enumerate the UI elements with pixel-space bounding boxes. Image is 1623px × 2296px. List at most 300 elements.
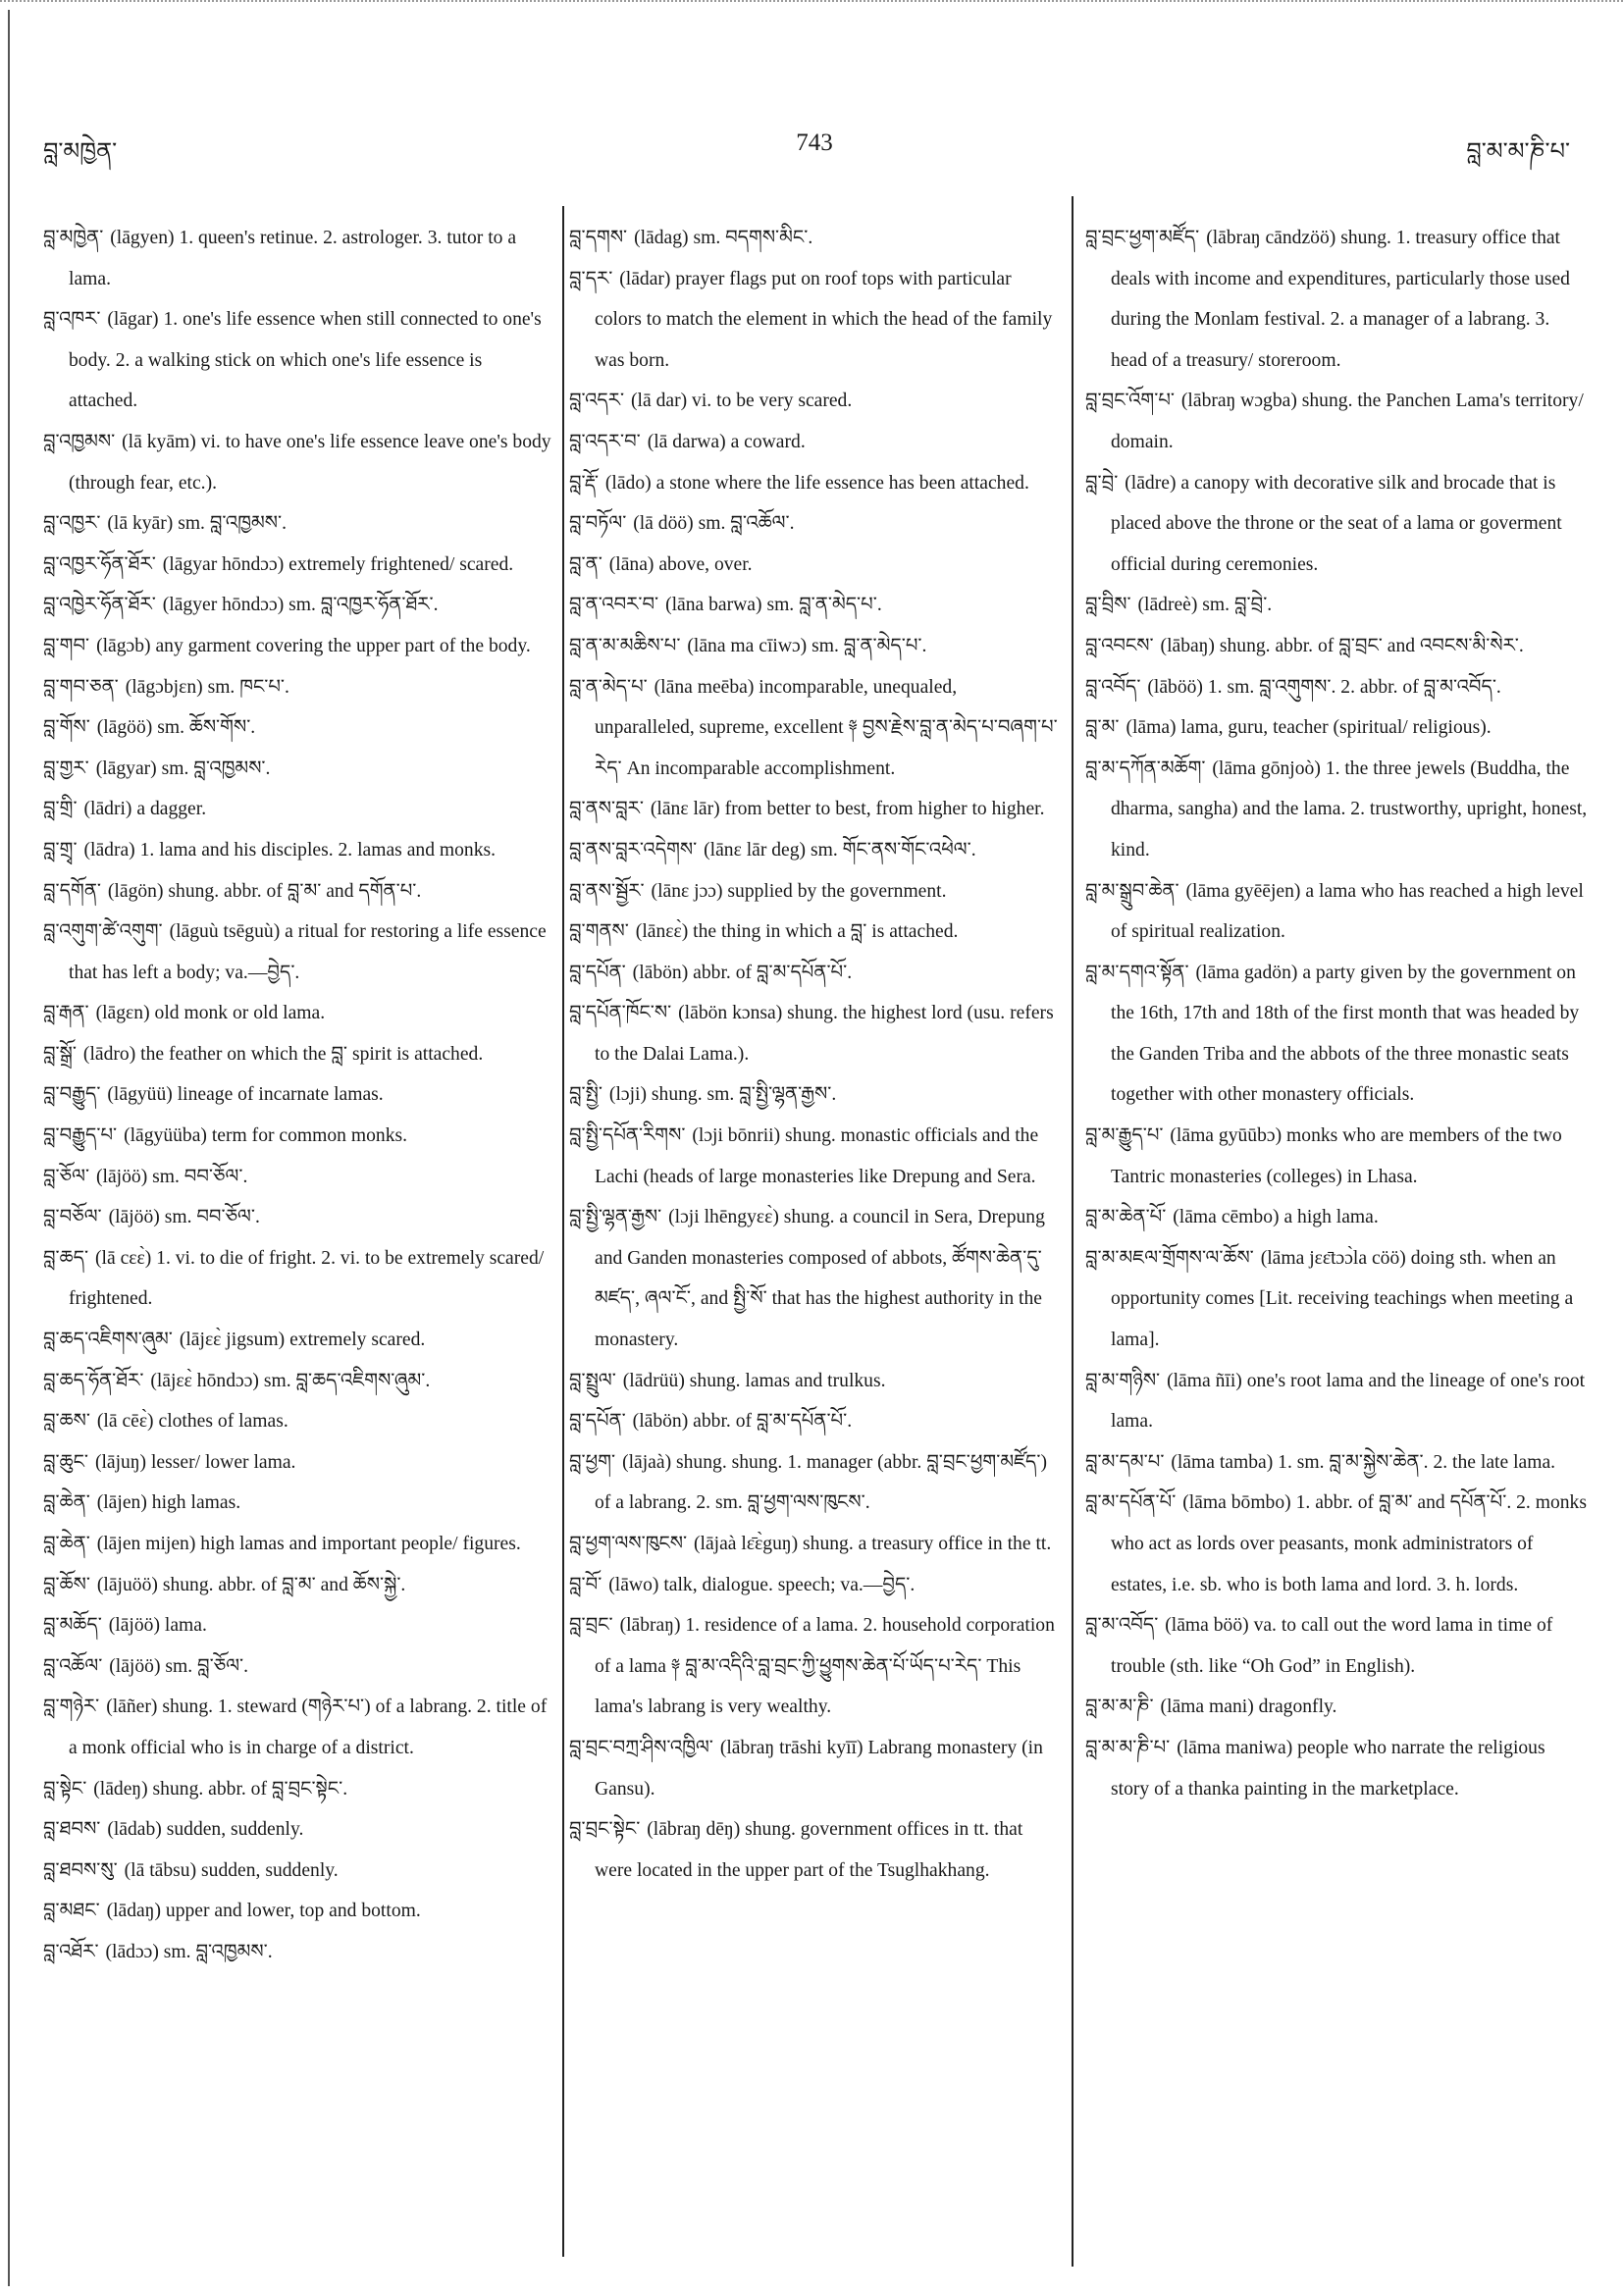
entry-definition: shung. a treasury office in the tt. bbox=[803, 1534, 1052, 1554]
entry-transliteration: (lāma cēmbo) bbox=[1173, 1207, 1280, 1228]
entry-headword: བླ་དགོན་ bbox=[43, 880, 101, 902]
entry-definition: sm. བླ་འཁྱམས་. bbox=[161, 757, 271, 779]
entry-transliteration: (lāgɛn) bbox=[95, 1003, 150, 1024]
entry-headword: བླ་འཁྱར་ bbox=[43, 513, 101, 535]
dictionary-entry bbox=[569, 422, 1060, 463]
entry-definition: 1. residence of a lama. 2. household corporation of a lama ༈ བླ་མ་འདིའི་བླ་བྲང་ཀྱི་ཕྱུགས་ཆེན་པོ་ཡོད་པ་རེད་ This lama's labrang is very wealthy. bbox=[595, 1615, 1055, 1718]
entry-headword: བླ་བཅོལ་ bbox=[43, 1207, 102, 1228]
entry-transliteration: (lādreè) bbox=[1137, 595, 1198, 616]
entry-headword: བླ་དཔོན་ bbox=[569, 962, 626, 983]
entry-transliteration: (lāgar) bbox=[107, 309, 159, 331]
entry-headword: བླ་དར་ bbox=[569, 268, 613, 289]
dictionary-entry bbox=[43, 503, 553, 545]
entry-transliteration: (lāgyar) bbox=[95, 757, 157, 779]
entry-transliteration: (lājɛɛ̀ hōndɔɔ) bbox=[150, 1370, 259, 1391]
entry-headword: བླ་བྲང་བཀྲ་ཤིས་འཁྱིལ་ bbox=[569, 1737, 713, 1758]
dictionary-entry bbox=[1085, 1116, 1588, 1197]
entry-definition: vi. to have one's life essence leave one's body (through fear, etc.). bbox=[69, 431, 551, 494]
entry-headword: བླ་ཕྱག་ལས་ཁུངས་ bbox=[569, 1534, 688, 1554]
dictionary-entry bbox=[1085, 749, 1588, 871]
dictionary-entry bbox=[1085, 953, 1588, 1116]
entry-transliteration: (lānɛ jɔɔ) bbox=[651, 880, 723, 902]
entry-headword: བླ་འབངས་ bbox=[1085, 635, 1154, 656]
dictionary-entry bbox=[1085, 707, 1588, 749]
dictionary-entry bbox=[569, 1197, 1060, 1360]
entry-definition: extremely scared. bbox=[289, 1330, 426, 1351]
entry-definition: sm. བླ་ན་མེད་པ་. bbox=[812, 635, 927, 656]
entry-transliteration: (lānɛ lār) bbox=[650, 799, 720, 820]
entry-headword: བླ་གྱར་ bbox=[43, 757, 89, 779]
entry-definition: a lama who has reached a high level of spiritual realization. bbox=[1111, 880, 1584, 943]
dictionary-entry bbox=[1085, 1728, 1588, 1809]
entry-transliteration: (lāma) bbox=[1126, 717, 1177, 739]
dictionary-entry bbox=[569, 463, 1060, 504]
entry-transliteration: (lāma jɛɛ̄tɔɔ̀la cöö) bbox=[1260, 1247, 1406, 1269]
entry-headword: བླ་སྤྲུལ་ bbox=[569, 1370, 616, 1391]
entry-transliteration: (lāma maniwa) bbox=[1177, 1737, 1293, 1758]
dictionary-entry bbox=[1085, 381, 1588, 462]
entry-headword: བླ་བྲང་སྟེང་ bbox=[569, 1819, 641, 1841]
dictionary-entry bbox=[43, 1116, 553, 1157]
entry-transliteration: (lābraŋ trāshi kyīī) bbox=[719, 1737, 864, 1758]
entry-headword: བླ་གཉེར་ bbox=[43, 1696, 100, 1718]
entry-headword: བླ་མ་དཀོན་མཆོག་ bbox=[1085, 757, 1206, 779]
running-header-left: བླ་མཁྱེན་ bbox=[43, 139, 118, 165]
entry-definition: a dagger. bbox=[136, 799, 207, 820]
entry-definition: abbr. of བླ་མ་དཔོན་པོ་. bbox=[693, 1411, 853, 1433]
entry-definition: from better to best, from higher to higher. bbox=[724, 799, 1045, 820]
entry-definition: the thing in which a བླ་ is attached. bbox=[693, 921, 959, 943]
entry-definition: clothes of lamas. bbox=[158, 1411, 288, 1433]
entry-transliteration: (lāgön) bbox=[107, 880, 164, 902]
entry-transliteration: (lāna meēba) bbox=[654, 676, 755, 698]
entry-definition: term for common monks. bbox=[211, 1125, 408, 1147]
entry-transliteration: (lādre) bbox=[1125, 472, 1177, 494]
entry-definition: a coward. bbox=[730, 431, 806, 452]
entry-transliteration: (lājöö) bbox=[108, 1207, 160, 1228]
entry-transliteration: (lādrüü) bbox=[622, 1370, 685, 1391]
entry-definition: shung. sm. བླ་སྤྱི་ལྷན་རྒྱས་. bbox=[651, 1084, 837, 1106]
dictionary-entry bbox=[43, 422, 553, 503]
dictionary-entry bbox=[43, 749, 553, 790]
entry-definition: sm. བླ་འཆོལ་. bbox=[698, 513, 795, 535]
entry-transliteration: (lāma gyūūbɔ) bbox=[1170, 1125, 1283, 1147]
entry-transliteration: (lānɛ lār deg) bbox=[704, 839, 807, 861]
dictionary-entry bbox=[1085, 585, 1588, 626]
entry-definition: 1. sm. བླ་མ་སྐྱེས་ཆེན་. 2. the late lama. bbox=[1278, 1451, 1556, 1473]
entry-headword: བླ་མཁྱེན་ bbox=[43, 228, 104, 248]
entry-headword: བླ་བརྒྱུད་ bbox=[43, 1084, 101, 1106]
dictionary-entry bbox=[569, 259, 1060, 382]
entry-transliteration: (lābraŋ cāndzöö) bbox=[1206, 228, 1336, 248]
entry-headword: བླ་མ་རྒྱུད་པ་ bbox=[1085, 1125, 1164, 1147]
entry-definition: sudden, suddenly. bbox=[201, 1859, 339, 1881]
entry-transliteration: (lāma mani) bbox=[1160, 1696, 1254, 1718]
entry-transliteration: (lāgyer hōndɔɔ) bbox=[162, 595, 285, 616]
entry-transliteration: (lādɔɔ) bbox=[105, 1941, 159, 1962]
entry-transliteration: (lādro) bbox=[82, 1043, 136, 1065]
entry-headword: བླ་ཆོས་ bbox=[43, 1574, 90, 1595]
entry-definition: doing sth. when an opportunity comes [Lit. receiving teachings when meeting a lama]. bbox=[1111, 1247, 1574, 1351]
dictionary-entry bbox=[1085, 218, 1588, 381]
entry-transliteration: (lāma gyēējen) bbox=[1185, 880, 1301, 902]
dictionary-entry bbox=[43, 585, 553, 626]
entry-transliteration: (lā cɛɛ̀) bbox=[95, 1247, 152, 1269]
entry-definition: sm. བླ་ཅོལ་. bbox=[165, 1655, 249, 1677]
dictionary-entry bbox=[569, 545, 1060, 586]
entry-headword: བླ་འགུག་ཚེ་འགུག་ bbox=[43, 921, 163, 943]
entry-headword: བླ་ཐབས་ bbox=[43, 1819, 101, 1841]
entry-transliteration: (lānɛɛ̀) bbox=[635, 921, 689, 943]
dictionary-entry bbox=[569, 381, 1060, 422]
entry-headword: བླ་ཆེན་ bbox=[43, 1534, 90, 1554]
dictionary-entry bbox=[43, 1320, 553, 1361]
entry-definition: shung. shung. 1. manager (abbr. བླ་བྲང་ཕྱག་མཛོད་) of a labrang. 2. sm. བླ་ཕྱག་ལས་ཁུངས་. bbox=[595, 1451, 1048, 1514]
entry-definition: high lamas. bbox=[151, 1492, 241, 1514]
dictionary-entry bbox=[1085, 1605, 1588, 1687]
dictionary-column-3 bbox=[1085, 218, 1588, 1809]
dictionary-entry bbox=[43, 667, 553, 708]
dictionary-entry bbox=[43, 1646, 553, 1688]
entry-headword: བླ་ན་མ་མཆིས་པ་ bbox=[569, 635, 681, 656]
entry-headword: བླ་ན་ bbox=[569, 553, 602, 575]
entry-definition: sm. ཆོས་གོས་. bbox=[157, 717, 256, 739]
entry-definition: shung. government offices in tt. that were located in the upper part of the Tsuglhakhang. bbox=[595, 1819, 1023, 1881]
entry-definition: shung. abbr. of བླ་བྲང་སྟེང་. bbox=[152, 1778, 348, 1800]
dictionary-entry bbox=[569, 667, 1060, 790]
entry-definition: shung. the highest lord (usu. refers to the Dalai Lama.). bbox=[595, 1003, 1054, 1065]
dictionary-entry bbox=[569, 1565, 1060, 1606]
entry-definition: vi. to be very scared. bbox=[692, 391, 853, 412]
entry-transliteration: (lābön kɔnsa) bbox=[678, 1003, 783, 1024]
running-header-right: བླ་མ་མ་ཎི་པ་ bbox=[1466, 139, 1570, 165]
dictionary-entry bbox=[43, 218, 553, 299]
entry-headword: བླ་ཆུང་ bbox=[43, 1451, 89, 1473]
dictionary-entry bbox=[43, 1157, 553, 1198]
entry-transliteration: (lādag) bbox=[634, 228, 689, 248]
entry-headword: བླ་བྲིས་ bbox=[1085, 595, 1131, 616]
entry-definition: sm. བབ་ཅོལ་. bbox=[152, 1166, 248, 1187]
dictionary-entry bbox=[569, 585, 1060, 626]
entry-headword: བླ་འདར་བ་ bbox=[569, 431, 641, 452]
entry-transliteration: (lāwo) bbox=[608, 1574, 659, 1595]
entry-headword: བླ་འཆོལ་ bbox=[43, 1655, 103, 1677]
entry-transliteration: (lājaà lɛ̄ɛ̀guŋ) bbox=[694, 1534, 799, 1554]
dictionary-entry bbox=[43, 1932, 553, 1973]
entry-headword: བླ་གནས་ bbox=[569, 921, 629, 943]
entry-headword: བླ་ཆས་ bbox=[43, 1411, 90, 1433]
entry-headword: བླ་ཆད་འཇིགས་ཞུམ་ bbox=[43, 1330, 173, 1351]
dictionary-entry bbox=[43, 707, 553, 749]
entry-headword: བླ་མཐང་ bbox=[43, 1901, 100, 1922]
entry-headword: བླ་བརྒྱུད་པ་ bbox=[43, 1125, 118, 1147]
dictionary-entry bbox=[569, 1524, 1060, 1565]
entry-headword: བླ་སྤྱི་དཔོན་རིགས་ bbox=[569, 1125, 686, 1147]
entry-headword: བླ་མ་ bbox=[1085, 717, 1120, 739]
entry-transliteration: (lājen) bbox=[96, 1492, 147, 1514]
entry-headword: བླ་བཏོལ་ bbox=[569, 513, 627, 535]
entry-transliteration: (lāma tamba) bbox=[1171, 1451, 1274, 1473]
entry-definition: shung. lamas and trulkus. bbox=[689, 1370, 886, 1391]
entry-headword: བླ་སྤྱི་ལྷན་རྒྱས་ bbox=[569, 1207, 662, 1228]
entry-transliteration: (lāböö) bbox=[1147, 676, 1203, 698]
dictionary-entry bbox=[1085, 1442, 1588, 1484]
dictionary-entry bbox=[1085, 1687, 1588, 1728]
entry-transliteration: (lā dar) bbox=[631, 391, 688, 412]
dictionary-entry bbox=[1085, 1361, 1588, 1442]
entry-definition: supplied by the government. bbox=[727, 880, 947, 902]
entry-headword: བླ་མ་དམ་པ་ bbox=[1085, 1451, 1165, 1473]
dictionary-entry bbox=[569, 503, 1060, 545]
entry-headword: བླ་མ་མཇལ་གྲོགས་ལ་ཆོས་ bbox=[1085, 1247, 1254, 1269]
entry-definition: sudden, suddenly. bbox=[166, 1819, 304, 1841]
entry-definition: sm. བླ་འཁྱམས་. bbox=[163, 1941, 273, 1962]
entry-definition: talk, dialogue. speech; va.—བྱེད་. bbox=[663, 1574, 916, 1595]
entry-headword: བླ་མ་མ་ཎི་པ་ bbox=[1085, 1737, 1171, 1758]
dictionary-entry bbox=[43, 1605, 553, 1646]
entry-definition: the feather on which the བླ་ spirit is attached. bbox=[140, 1043, 484, 1065]
entry-transliteration: (lāma gōnjoò) bbox=[1212, 757, 1321, 779]
entry-transliteration: (lābön) bbox=[632, 962, 689, 983]
entry-headword: བླ་དཔོན་ bbox=[569, 1411, 626, 1433]
entry-headword: བླ་སྟེང་ bbox=[43, 1778, 87, 1800]
entry-headword: བླ་ནས་བླར་ bbox=[569, 799, 644, 820]
entry-transliteration: (lāna ma cīiwɔ) bbox=[687, 635, 808, 656]
entry-transliteration: (lāgöö) bbox=[96, 717, 153, 739]
entry-transliteration: (lɔji) bbox=[608, 1084, 647, 1106]
entry-transliteration: (lā kyār) bbox=[107, 513, 174, 535]
entry-transliteration: (lāna barwa) bbox=[665, 595, 762, 616]
entry-transliteration: (lāgyar hōndɔɔ) bbox=[162, 553, 285, 575]
entry-transliteration: (lādri) bbox=[83, 799, 132, 820]
entry-definition: va. to call out the word lama in time of trouble (sth. like “Oh God” in English). bbox=[1111, 1615, 1553, 1677]
dictionary-entry bbox=[43, 1238, 553, 1320]
entry-transliteration: (lābön) bbox=[632, 1411, 689, 1433]
entry-definition: monks who are members of the two Tantric monasteries (colleges) in Lhasa. bbox=[1111, 1125, 1562, 1187]
entry-definition: sm. བླ་བྲེ་. bbox=[1202, 595, 1273, 616]
entry-headword: བླ་མ་དགའ་སྟོན་ bbox=[1085, 962, 1189, 983]
dictionary-entry bbox=[43, 789, 553, 830]
entry-headword: བླ་མ་མ་ཎི་ bbox=[1085, 1696, 1154, 1718]
dictionary-entry bbox=[43, 1565, 553, 1606]
dictionary-entry bbox=[569, 789, 1060, 830]
dictionary-entry bbox=[43, 1074, 553, 1116]
entry-transliteration: (lājöö) bbox=[108, 1615, 160, 1637]
entry-definition: 1. sm. བླ་འགུགས་. 2. abbr. of བླ་མ་འབོད་. bbox=[1207, 676, 1501, 698]
dictionary-entry bbox=[569, 912, 1060, 953]
dictionary-entry bbox=[569, 1442, 1060, 1524]
entry-definition: a canopy with decorative silk and brocade that is placed above the throne or the seat of a lama or goverment official during ceremonies. bbox=[1111, 472, 1562, 575]
entry-transliteration: (lādaŋ) bbox=[106, 1901, 161, 1922]
entry-headword: བླ་གོས་ bbox=[43, 717, 90, 739]
entry-transliteration: (lādeŋ) bbox=[93, 1778, 148, 1800]
entry-headword: བླ་མ་ཆེན་པོ་ bbox=[1085, 1207, 1167, 1228]
entry-headword: བླ་ནས་སྦྱོར་ bbox=[569, 880, 645, 902]
entry-definition: old monk or old lama. bbox=[154, 1003, 326, 1024]
entry-definition: 1. queen's retinue. 2. astrologer. 3. tutor to a lama. bbox=[69, 228, 517, 289]
entry-transliteration: (lādar) bbox=[619, 268, 671, 289]
dictionary-entry bbox=[569, 871, 1060, 913]
entry-definition: extremely frightened/ scared. bbox=[288, 553, 514, 575]
dictionary-entry bbox=[43, 1361, 553, 1402]
dictionary-entry bbox=[43, 299, 553, 422]
entry-headword: བླ་མ་དཔོན་པོ་ bbox=[1085, 1492, 1177, 1514]
entry-headword: བླ་འཁར་ bbox=[43, 309, 101, 331]
entry-transliteration: (lābaŋ) bbox=[1160, 635, 1215, 656]
entry-definition: sm. བདགས་མིང་. bbox=[693, 228, 813, 248]
dictionary-entry bbox=[569, 1605, 1060, 1728]
page-number: 743 bbox=[796, 130, 833, 156]
entry-headword: བླ་རྒན་ bbox=[43, 1003, 89, 1024]
dictionary-entry bbox=[1085, 1483, 1588, 1605]
entry-transliteration: (lɔji lhēngyɛɛ̀) bbox=[668, 1207, 779, 1228]
entry-definition: upper and lower, top and bottom. bbox=[165, 1901, 421, 1922]
entry-transliteration: (lāma gadön) bbox=[1195, 962, 1298, 983]
entry-transliteration: (lāñer) bbox=[106, 1696, 158, 1718]
dictionary-entry bbox=[569, 1728, 1060, 1809]
entry-definition: sm. བབ་ཅོལ་. bbox=[164, 1207, 260, 1228]
entry-headword: བླ་བྲང་ཕྱག་མཛོད་ bbox=[1085, 228, 1200, 248]
entry-headword: བླ་འདར་ bbox=[569, 391, 625, 412]
dictionary-entry bbox=[43, 830, 553, 871]
dictionary-entry bbox=[1085, 871, 1588, 953]
entry-transliteration: (lāma bōmbo) bbox=[1182, 1492, 1291, 1514]
dictionary-entry bbox=[43, 1524, 553, 1565]
dictionary-entry bbox=[569, 626, 1060, 667]
entry-transliteration: (lādo) bbox=[604, 472, 652, 494]
dictionary-entry bbox=[43, 912, 553, 993]
entry-definition: high lamas and important people/ figures. bbox=[200, 1534, 521, 1554]
entry-definition: dragonfly. bbox=[1258, 1696, 1337, 1718]
entry-transliteration: (lādra) bbox=[83, 839, 135, 861]
entry-transliteration: (lābraŋ dēŋ) bbox=[647, 1819, 741, 1841]
entry-definition: incomparable, unequaled, unparalleled, supreme, excellent ༈ བྱས་རྗེས་བླ་ན་མེད་པ་བཞག་པ་རེད་ An incomparable accomplishment. bbox=[595, 676, 1058, 779]
entry-transliteration: (lājɛɛ̀ jigsum) bbox=[179, 1330, 286, 1351]
entry-headword: བླ་ཆེན་ bbox=[43, 1492, 90, 1514]
dictionary-entry bbox=[43, 1483, 553, 1524]
dictionary-entry bbox=[569, 993, 1060, 1074]
dictionary-entry bbox=[43, 626, 553, 667]
entry-headword: བླ་ཕྱག་ bbox=[569, 1451, 616, 1473]
entry-definition: one's root lama and the lineage of one's root lama. bbox=[1111, 1370, 1586, 1433]
entry-headword: བླ་བྲང་ bbox=[569, 1615, 613, 1637]
entry-headword: བླ་འབོད་ bbox=[1085, 676, 1141, 698]
entry-definition: a stone where the life essence has been attached. bbox=[655, 472, 1029, 494]
entry-headword: བླ་འཐོར་ bbox=[43, 1941, 99, 1962]
entry-headword: བླ་གབ་ bbox=[43, 635, 90, 656]
entry-definition: sm. བླ་འཁྱར་ཧོན་ཐོར་. bbox=[288, 595, 439, 616]
entry-headword: བླ་མ་འབོད་ bbox=[1085, 1615, 1159, 1637]
entry-headword: བླ་དཔོན་ཁོང་ས་ bbox=[569, 1003, 672, 1024]
entry-definition: shung. 1. steward (གཉེར་པ་) of a labrang. 2. title of a monk official who is in charge of a district. bbox=[69, 1696, 548, 1758]
entry-headword: བླ་ནས་བླར་འདེགས་ bbox=[569, 839, 698, 861]
entry-transliteration: (lāgɔb) bbox=[96, 635, 151, 656]
entry-headword: བླ་རྡོ་ bbox=[569, 472, 599, 494]
dictionary-column-2 bbox=[569, 218, 1060, 1891]
entry-transliteration: (lāgyüü) bbox=[107, 1084, 173, 1106]
entry-headword: བླ་འཁྱེར་ཧོན་ཐོར་ bbox=[43, 595, 156, 616]
entry-transliteration: (lāma ñīi) bbox=[1167, 1370, 1242, 1391]
dictionary-entry bbox=[569, 1116, 1060, 1197]
entry-headword: བླ་མ་སྒྲུབ་ཆེན་ bbox=[1085, 880, 1179, 902]
entry-definition: lesser/ lower lama. bbox=[150, 1451, 296, 1473]
entry-definition: shung. the Panchen Lama's territory/ domain. bbox=[1111, 391, 1584, 452]
entry-definition: sm. ཁང་པ་. bbox=[207, 676, 289, 698]
dictionary-entry bbox=[43, 993, 553, 1034]
dictionary-entry bbox=[43, 871, 553, 913]
entry-definition: shung. 1. treasury office that deals with income and expenditures, particularly those used during the Monlam festival. 2. a manager of a labrang. 3. head of a treasury/ storeroom. bbox=[1111, 228, 1570, 371]
entry-transliteration: (lājuöö) bbox=[96, 1574, 158, 1595]
entry-headword: བླ་གབ་ཅན་ bbox=[43, 676, 119, 698]
dictionary-entry bbox=[43, 1809, 553, 1851]
entry-definition: people who narrate the religious story of a thanka painting in the marketplace. bbox=[1111, 1737, 1545, 1800]
entry-definition: shung. abbr. of བླ་མ་ and དགོན་པ་. bbox=[168, 880, 422, 902]
entry-transliteration: (lāguù tsēguù) bbox=[169, 921, 281, 943]
entry-definition: 1. one's life essence when still connected to one's body. 2. a walking stick on which one's life essence is attached. bbox=[69, 309, 542, 412]
entry-headword: བླ་བོ་ bbox=[569, 1574, 602, 1595]
entry-transliteration: (lāgyüüba) bbox=[124, 1125, 207, 1147]
entry-definition: lineage of incarnate lamas. bbox=[177, 1084, 384, 1106]
entry-definition: Labrang monastery (in Gansu). bbox=[595, 1737, 1043, 1800]
column-divider bbox=[1072, 196, 1073, 2267]
entry-transliteration: (lā cēɛ̀) bbox=[96, 1411, 154, 1433]
entry-definition: shung. a council in Sera, Drepung and Ganden monasteries composed of abbots, ཚོགས་ཆེན་དུ་མཛད་, ཞལ་ངོ་, and སྤྱི་སོ་ that has the highest authority in the monastery. bbox=[595, 1207, 1045, 1351]
dictionary-entry bbox=[569, 830, 1060, 871]
entry-headword: བླ་དགས་ bbox=[569, 228, 628, 248]
dictionary-entry bbox=[569, 1361, 1060, 1402]
entry-transliteration: (lājen mijen) bbox=[96, 1534, 196, 1554]
entry-transliteration: (lā döö) bbox=[633, 513, 694, 535]
entry-transliteration: (lāgɔbjɛn) bbox=[125, 676, 203, 698]
dictionary-entry bbox=[43, 1401, 553, 1442]
entry-headword: བླ་མཆོད་ bbox=[43, 1615, 102, 1637]
entry-definition: 1. the three jewels (Buddha, the dharma, sangha) and the lama. 2. trustworthy, upright, honest, kind. bbox=[1111, 757, 1588, 861]
entry-definition: any garment covering the upper part of the body. bbox=[155, 635, 531, 656]
entry-headword: བླ་ན་མེད་པ་ bbox=[569, 676, 648, 698]
dictionary-entry bbox=[569, 1809, 1060, 1891]
dictionary-column-1 bbox=[43, 218, 553, 1973]
entry-transliteration: (lājaà) bbox=[622, 1451, 672, 1473]
entry-definition: a party given by the government on the 16th, 17th and 18th of the first month that was headed by the Ganden Triba and the abbots of the three monastic seats together with other monastery officials. bbox=[1111, 962, 1580, 1106]
entry-definition: sm. བླ་ན་མེད་པ་. bbox=[766, 595, 882, 616]
entry-definition: 1. vi. to die of fright. 2. vi. to be extremely scared/ frightened. bbox=[69, 1247, 545, 1310]
entry-headword: བླ་ན་འབར་བ་ bbox=[569, 595, 659, 616]
entry-definition: a high lama. bbox=[1283, 1207, 1379, 1228]
entry-definition: prayer flags put on roof tops with particular colors to match the element in which the head of the family was born. bbox=[595, 268, 1053, 371]
entry-headword: བླ་བྲེ་ bbox=[1085, 472, 1119, 494]
entry-definition: lama. bbox=[164, 1615, 207, 1637]
entry-transliteration: (lāna) bbox=[608, 553, 654, 575]
entry-transliteration: (lābraŋ wɔgba) bbox=[1180, 391, 1297, 412]
entry-transliteration: (lājöö) bbox=[96, 1166, 148, 1187]
dictionary-entry bbox=[1085, 667, 1588, 708]
dictionary-entry bbox=[43, 1851, 553, 1892]
entry-headword: བླ་སྒྲོ་ bbox=[43, 1043, 78, 1065]
dictionary-entry bbox=[1085, 463, 1588, 586]
entry-headword: བླ་འཁྱར་ཧོན་ཐོར་ bbox=[43, 553, 156, 575]
entry-headword: བླ་འཁྱམས་ bbox=[43, 431, 116, 452]
dictionary-entry bbox=[43, 545, 553, 586]
entry-headword: བླ་ཅོལ་ bbox=[43, 1166, 90, 1187]
entry-definition: abbr. of བླ་མ་དཔོན་པོ་. bbox=[693, 962, 853, 983]
entry-definition: 1. lama and his disciples. 2. lamas and monks. bbox=[139, 839, 497, 861]
entry-headword: བླ་ཆད་ bbox=[43, 1247, 89, 1269]
top-edge-rule bbox=[0, 0, 1623, 6]
entry-transliteration: (lā tābsu) bbox=[124, 1859, 197, 1881]
dictionary-entry bbox=[1085, 626, 1588, 667]
entry-definition: shung. monastic officials and the Lachi (heads of large monasteries like Drepung and Sera. bbox=[595, 1125, 1039, 1187]
dictionary-entry bbox=[569, 1074, 1060, 1116]
